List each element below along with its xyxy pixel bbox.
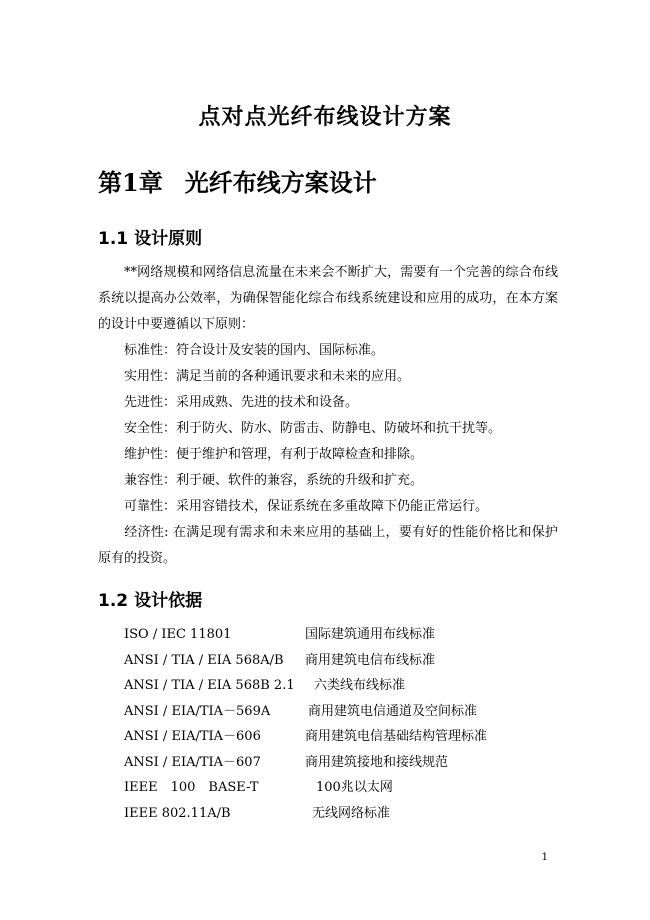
standard-code: ANSI / EIA/TIA－607 xyxy=(124,754,261,770)
standard-code: ISO / IEC 11801 xyxy=(124,627,232,642)
section-number: 1.2 xyxy=(98,591,129,611)
principle-item-practical: 实用性：满足当前的各种通讯要求和未来的应用。 xyxy=(124,369,411,384)
section-number: 1.1 xyxy=(98,229,129,249)
standard-code: IEEE 802.11A/B xyxy=(124,805,231,821)
section-heading-design-basis xyxy=(98,586,202,611)
standard-code: ANSI / EIA/TIA－606 xyxy=(124,729,261,744)
principle-item-reliability: 可靠性：采用容错技术，保证系统在多重故障下仍能正常运行。 xyxy=(124,499,489,514)
document-title: 点对点光纤布线设计方案 xyxy=(198,104,452,130)
section-title: 设计原则 xyxy=(134,229,203,249)
principle-list xyxy=(124,338,564,520)
principle-item-safety: 安全性：利于防火、防水、防雷击、防静电、防破坏和抗干扰等。 xyxy=(124,421,502,436)
section-title: 设计依据 xyxy=(134,591,203,611)
standard-code: ANSI / TIA / EIA 568A/B xyxy=(124,652,284,668)
standard-code: ANSI / EIA/TIA－569A xyxy=(124,703,271,719)
section-heading-design-principles xyxy=(98,224,202,249)
standard-description: 100兆以太网 xyxy=(316,780,393,795)
standard-description: 六类线布线标准 xyxy=(314,678,406,693)
principle-item-compatibility: 兼容性：利于硬、软件的兼容，系统的升级和扩充。 xyxy=(124,473,424,488)
standard-description: 商用建筑电信基础结构管理标准 xyxy=(305,729,488,744)
principle-item-advanced: 先进性：采用成熟、先进的技术和设备。 xyxy=(124,395,359,410)
standard-description: 商用建筑接地和接线规范 xyxy=(305,754,449,770)
standard-code: IEEE 100 BASE-T xyxy=(124,780,259,795)
intro-text: **网络规模和网络信息流量在未来会不断扩大，需要有一个完善的综合布线系统以提高办公效率，为确保智能化综合布线系统建设和应用的成功，在本方案的设计中要遵循以下原则： xyxy=(98,265,558,332)
economy-text: 经济性: 在满足现有需求和未来应用的基础上，要有好的性能价格比和保护原有的投资。 xyxy=(98,525,558,566)
principle-item-standard: 标准性：符合设计及安装的国内、国际标准。 xyxy=(124,343,385,358)
chapter-heading xyxy=(98,163,377,198)
standard-description: 国际建筑通用布线标准 xyxy=(305,627,436,642)
chapter-title: 光纤布线方案设计 xyxy=(184,168,377,197)
intro-paragraph xyxy=(98,260,558,338)
chapter-number: 第1章 xyxy=(98,168,163,197)
standard-description: 商用建筑电信通道及空间标准 xyxy=(308,703,478,719)
standard-description: 无线网络标准 xyxy=(312,805,391,821)
principle-item-economy xyxy=(98,520,558,572)
principle-item-maintainability: 维护性：便于维护和管理，有利于故障检查和排除。 xyxy=(124,447,424,462)
standard-description: 商用建筑电信布线标准 xyxy=(305,652,436,668)
standard-code: ANSI / TIA / EIA 568B 2.1 xyxy=(124,678,295,693)
page-number: 1 xyxy=(541,852,548,863)
